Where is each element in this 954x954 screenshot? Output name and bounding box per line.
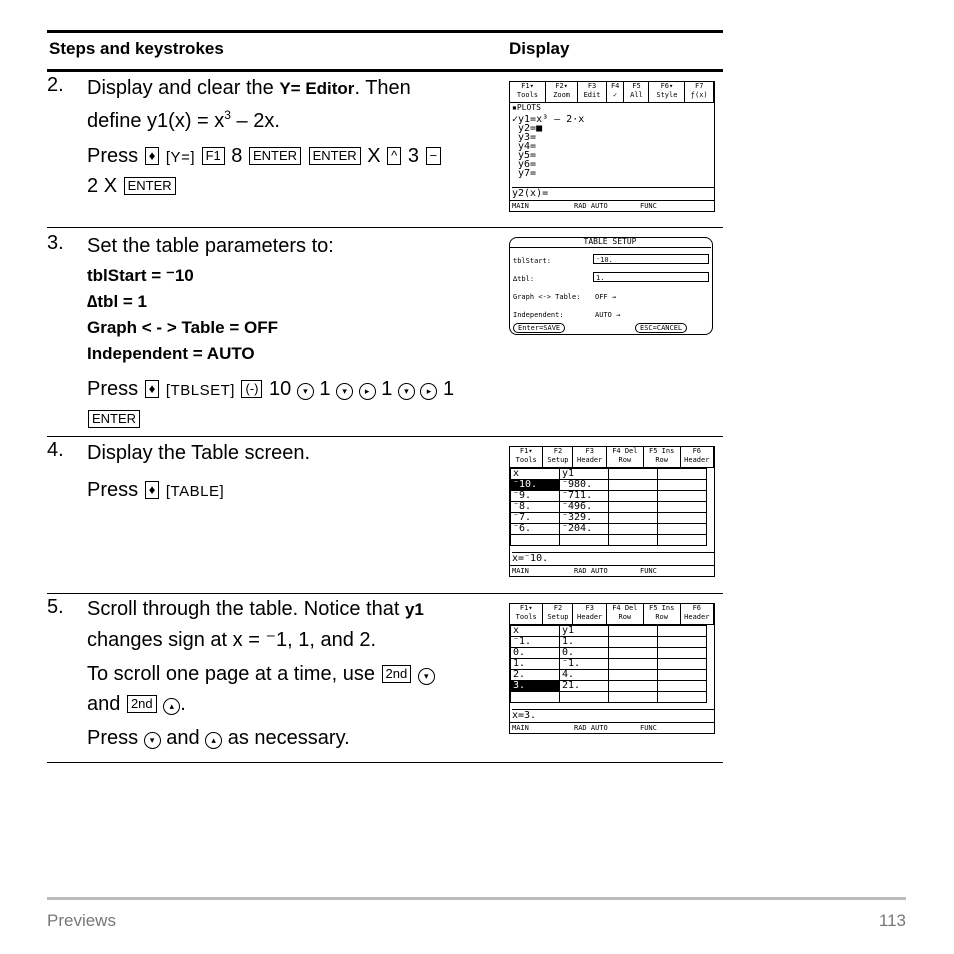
empty-cell (511, 535, 560, 546)
dialog-title: TABLE SETUP (509, 237, 711, 248)
status-graph: FUNC (640, 724, 657, 732)
table-cell-selected: ⁻10. (511, 480, 560, 491)
step-number: 4. (47, 439, 64, 461)
empty-cell (658, 480, 707, 491)
empty-cell (609, 626, 658, 637)
right-arrow-icon: ▸ (359, 383, 376, 400)
table-cell-selected: 3. (511, 681, 560, 692)
digit: 1 (443, 378, 455, 400)
parameter-list (87, 263, 497, 367)
caret-key: ^ (387, 147, 401, 165)
empty-cell (609, 648, 658, 659)
table-row (511, 491, 707, 502)
empty-cell (658, 681, 707, 692)
setup-label: ∆tbl: (513, 275, 535, 283)
footer-rule (47, 897, 906, 900)
table-row (511, 659, 707, 670)
table-cell: ⁻9. (511, 491, 560, 502)
table-row (511, 513, 707, 524)
function-line: y4= (512, 141, 537, 152)
toolbar-tab: F3 Edit (578, 82, 607, 102)
toolbar-tab: F4 Del Row (607, 447, 644, 467)
table-cell: 0. (511, 648, 560, 659)
table-row (511, 648, 707, 659)
empty-cell (609, 491, 658, 502)
press-label: Press (87, 145, 139, 167)
step-row-5 (47, 594, 723, 763)
press-label: Press (87, 479, 139, 501)
table-row (511, 670, 707, 681)
parameter: tblStart = ⁻10 (87, 266, 194, 285)
parameter: Independent = AUTO (87, 344, 255, 363)
toolbar-tab: F1▾ Tools (510, 82, 546, 102)
table-cell: 1. (511, 659, 560, 670)
y-equals-key: [Y=] (165, 149, 195, 166)
save-button: Enter=SAVE (513, 323, 565, 333)
empty-cell (609, 692, 658, 703)
text: . Then (354, 77, 411, 99)
status-graph: FUNC (640, 202, 657, 210)
step-text (87, 105, 497, 138)
graph-table-value: OFF → (595, 293, 617, 301)
minus-key: − (426, 147, 442, 165)
table-screen-1 (509, 446, 715, 577)
empty-cell (609, 670, 658, 681)
digit: 10 (269, 378, 292, 400)
table-cell: 0. (560, 648, 609, 659)
empty-cell (609, 480, 658, 491)
status-angle: RAD AUTO (574, 567, 608, 575)
table-cell: ⁻329. (560, 513, 609, 524)
toolbar-tab: F2 Setup (543, 447, 573, 467)
column-header: x (511, 469, 560, 480)
entry-line: x=3. (512, 709, 715, 722)
table-row (511, 535, 707, 546)
empty-cell (609, 637, 658, 648)
step-row-3 (47, 228, 723, 437)
toolbar (510, 604, 714, 625)
function-line: y3= (512, 132, 537, 143)
empty-cell (560, 692, 609, 703)
digit: 2 (87, 175, 99, 197)
text: To scroll one page at a time, use (87, 663, 375, 685)
status-graph: FUNC (640, 567, 657, 575)
bold-text: Y= Editor (279, 79, 355, 98)
step-number: 3. (47, 232, 64, 254)
digit: 1 (319, 378, 331, 400)
entry-line: x=⁻10. (512, 552, 715, 565)
table-row (511, 524, 707, 535)
bold-text: y1 (404, 600, 424, 619)
step-body (87, 72, 497, 200)
step-text (87, 594, 497, 625)
table-setup-screen (509, 237, 713, 342)
keystrokes (87, 142, 497, 200)
press-label: Press (87, 378, 139, 400)
toolbar-tab: F1▾ Tools (510, 447, 543, 467)
values-table (510, 468, 707, 546)
table-row (511, 692, 707, 703)
up-arrow-icon: ▴ (163, 698, 180, 715)
setup-values (595, 288, 620, 324)
step-body (87, 437, 497, 508)
status-bar (510, 200, 714, 211)
toolbar-tab: F5 Ins Row (644, 447, 681, 467)
empty-cell (511, 692, 560, 703)
table-cell: ⁻1. (511, 637, 560, 648)
empty-cell (658, 469, 707, 480)
table-screen-2 (509, 603, 715, 734)
digit: 3 (407, 145, 419, 167)
page-number: 113 (878, 911, 906, 930)
empty-cell (658, 535, 707, 546)
values-table (510, 625, 707, 703)
superscript: 3 (224, 108, 231, 122)
empty-cell (560, 535, 609, 546)
digit: 1 (381, 378, 393, 400)
text: and (87, 693, 121, 715)
toolbar-tab: F6 Header (681, 604, 714, 624)
empty-cell (658, 670, 707, 681)
toolbar-tab: F7 ƒ(x) (685, 82, 714, 102)
toolbar (510, 82, 714, 103)
setup-labels (513, 252, 580, 324)
table-cell: ⁻980. (560, 480, 609, 491)
x-key: X (103, 175, 118, 197)
status-mode: MAIN (512, 724, 529, 732)
empty-cell (609, 524, 658, 535)
tblset-key: [TBLSET] (165, 382, 235, 399)
keystrokes (87, 474, 497, 508)
empty-cell (609, 513, 658, 524)
column-header: y1 (560, 626, 609, 637)
deltatbl-field: 1. (593, 272, 709, 282)
empty-cell (609, 469, 658, 480)
table-cell: 21. (560, 681, 609, 692)
display-header: Display (509, 39, 570, 58)
empty-cell (658, 491, 707, 502)
step-text (87, 72, 497, 105)
empty-cell (658, 626, 707, 637)
status-angle: RAD AUTO (574, 724, 608, 732)
up-arrow-icon: ▴ (205, 732, 222, 749)
function-list (512, 115, 584, 178)
empty-cell (609, 535, 658, 546)
step-text: Display the Table screen. (87, 442, 311, 464)
table-row (511, 626, 707, 637)
function-line: y2=■ (512, 123, 543, 134)
toolbar-tab: F6▾ Style (649, 82, 685, 102)
setup-label: tblStart: (513, 257, 551, 265)
table-cell: ⁻6. (511, 524, 560, 535)
table-cell: 2. (511, 670, 560, 681)
parameter: ∆tbl = 1 (87, 292, 147, 311)
tblstart-field: ⁻10. (593, 254, 709, 264)
table-cell: ⁻496. (560, 502, 609, 513)
setup-label: Graph <-> Table: (513, 293, 581, 301)
status-bar (510, 722, 714, 733)
setup-label: Independent: (513, 311, 564, 319)
toolbar-tab: F6 Header (681, 447, 714, 467)
empty-cell (609, 681, 658, 692)
text: Display and clear the (87, 77, 280, 99)
text: as necessary. (227, 727, 350, 749)
toolbar-tab: F2 Setup (543, 604, 573, 624)
negative-key: (-) (241, 380, 262, 398)
plots-label: ▪PLOTS (512, 103, 541, 112)
diamond-key: ♦ (145, 380, 160, 398)
keystrokes (87, 375, 497, 433)
toolbar (510, 447, 714, 468)
down-arrow-icon: ▾ (398, 383, 415, 400)
empty-cell (658, 524, 707, 535)
table-cell: ⁻204. (560, 524, 609, 535)
y-editor-screen (509, 81, 715, 212)
status-mode: MAIN (512, 567, 529, 575)
parameter: Graph < - > Table = OFF (87, 318, 278, 337)
table-row (511, 681, 707, 692)
independent-value: AUTO → (595, 311, 621, 319)
toolbar-tab: F4 ✓ (607, 82, 625, 102)
column-header: x (511, 626, 560, 637)
down-arrow-icon: ▾ (144, 732, 161, 749)
down-arrow-icon: ▾ (336, 383, 353, 400)
table-key: [TABLE] (165, 483, 225, 500)
steps-table (47, 30, 723, 763)
status-angle: RAD AUTO (574, 202, 608, 210)
table-cell: ⁻1. (560, 659, 609, 670)
enter-key: ENTER (88, 410, 140, 428)
table-row (511, 502, 707, 513)
text: define y1(x) = x (87, 110, 225, 132)
empty-cell (658, 637, 707, 648)
entry-line: y2(x)= (512, 187, 715, 200)
toolbar-tab: F3 Header (573, 604, 606, 624)
empty-cell (609, 502, 658, 513)
table-cell: ⁻8. (511, 502, 560, 513)
empty-cell (658, 502, 707, 513)
step-number: 2. (47, 74, 64, 96)
empty-cell (609, 659, 658, 670)
table-header (47, 33, 723, 69)
function-line: y6= (512, 159, 537, 170)
table-cell: 4. (560, 670, 609, 681)
toolbar-tab: F5 All (624, 82, 649, 102)
down-arrow-icon: ▾ (297, 383, 314, 400)
step-body (87, 230, 497, 433)
toolbar-tab: F1▾ Tools (510, 604, 543, 624)
toolbar-tab: F3 Header (573, 447, 606, 467)
diamond-key: ♦ (145, 147, 160, 165)
down-arrow-icon: ▾ (418, 668, 435, 685)
column-header: y1 (560, 469, 609, 480)
empty-cell (658, 659, 707, 670)
steps-header: Steps and keystrokes (49, 39, 224, 58)
f1-key: F1 (202, 147, 225, 165)
function-line: ✓y1=x³ – 2·x (512, 114, 585, 125)
step-text: Set the table parameters to: (87, 235, 334, 257)
table-row (511, 637, 707, 648)
table-row (511, 480, 707, 491)
status-bar (510, 565, 714, 576)
toolbar-tab: F5 Ins Row (644, 604, 681, 624)
step-row-4 (47, 437, 723, 594)
function-line: y7= (512, 168, 537, 179)
enter-key: ENTER (309, 147, 361, 165)
diamond-key: ♦ (145, 481, 160, 499)
right-arrow-icon: ▸ (420, 383, 437, 400)
table-row (511, 469, 707, 480)
cancel-button: ESC=CANCEL (635, 323, 687, 333)
status-mode: MAIN (512, 202, 529, 210)
text: Press (87, 727, 139, 749)
function-line: y5= (512, 150, 537, 161)
step-text (87, 723, 497, 753)
step-text: changes sign at x = ⁻1, 1, and 2. (87, 629, 377, 651)
toolbar-tab: F4 Del Row (607, 604, 644, 624)
enter-key: ENTER (124, 177, 176, 195)
digit: 8 (231, 145, 243, 167)
text: and (166, 727, 200, 749)
enter-key: ENTER (249, 147, 301, 165)
x-key: X (367, 145, 381, 167)
table-cell: ⁻7. (511, 513, 560, 524)
step-body (87, 594, 497, 753)
second-key: 2nd (382, 665, 412, 683)
toolbar-tab: F2▾ Zoom (546, 82, 578, 102)
table-cell: ⁻711. (560, 491, 609, 502)
second-key: 2nd (127, 695, 157, 713)
text: Scroll through the table. Notice that (87, 598, 405, 620)
empty-cell (658, 648, 707, 659)
step-row-2 (47, 72, 723, 228)
step-number: 5. (47, 596, 64, 618)
empty-cell (658, 513, 707, 524)
text: – 2x. (230, 110, 280, 132)
footer-section-title: Previews (47, 911, 116, 930)
table-cell: 1. (560, 637, 609, 648)
step-text: To scroll one page at a time, use 2nd ▾ and 2nd ▴ . (87, 659, 497, 719)
empty-cell (658, 692, 707, 703)
